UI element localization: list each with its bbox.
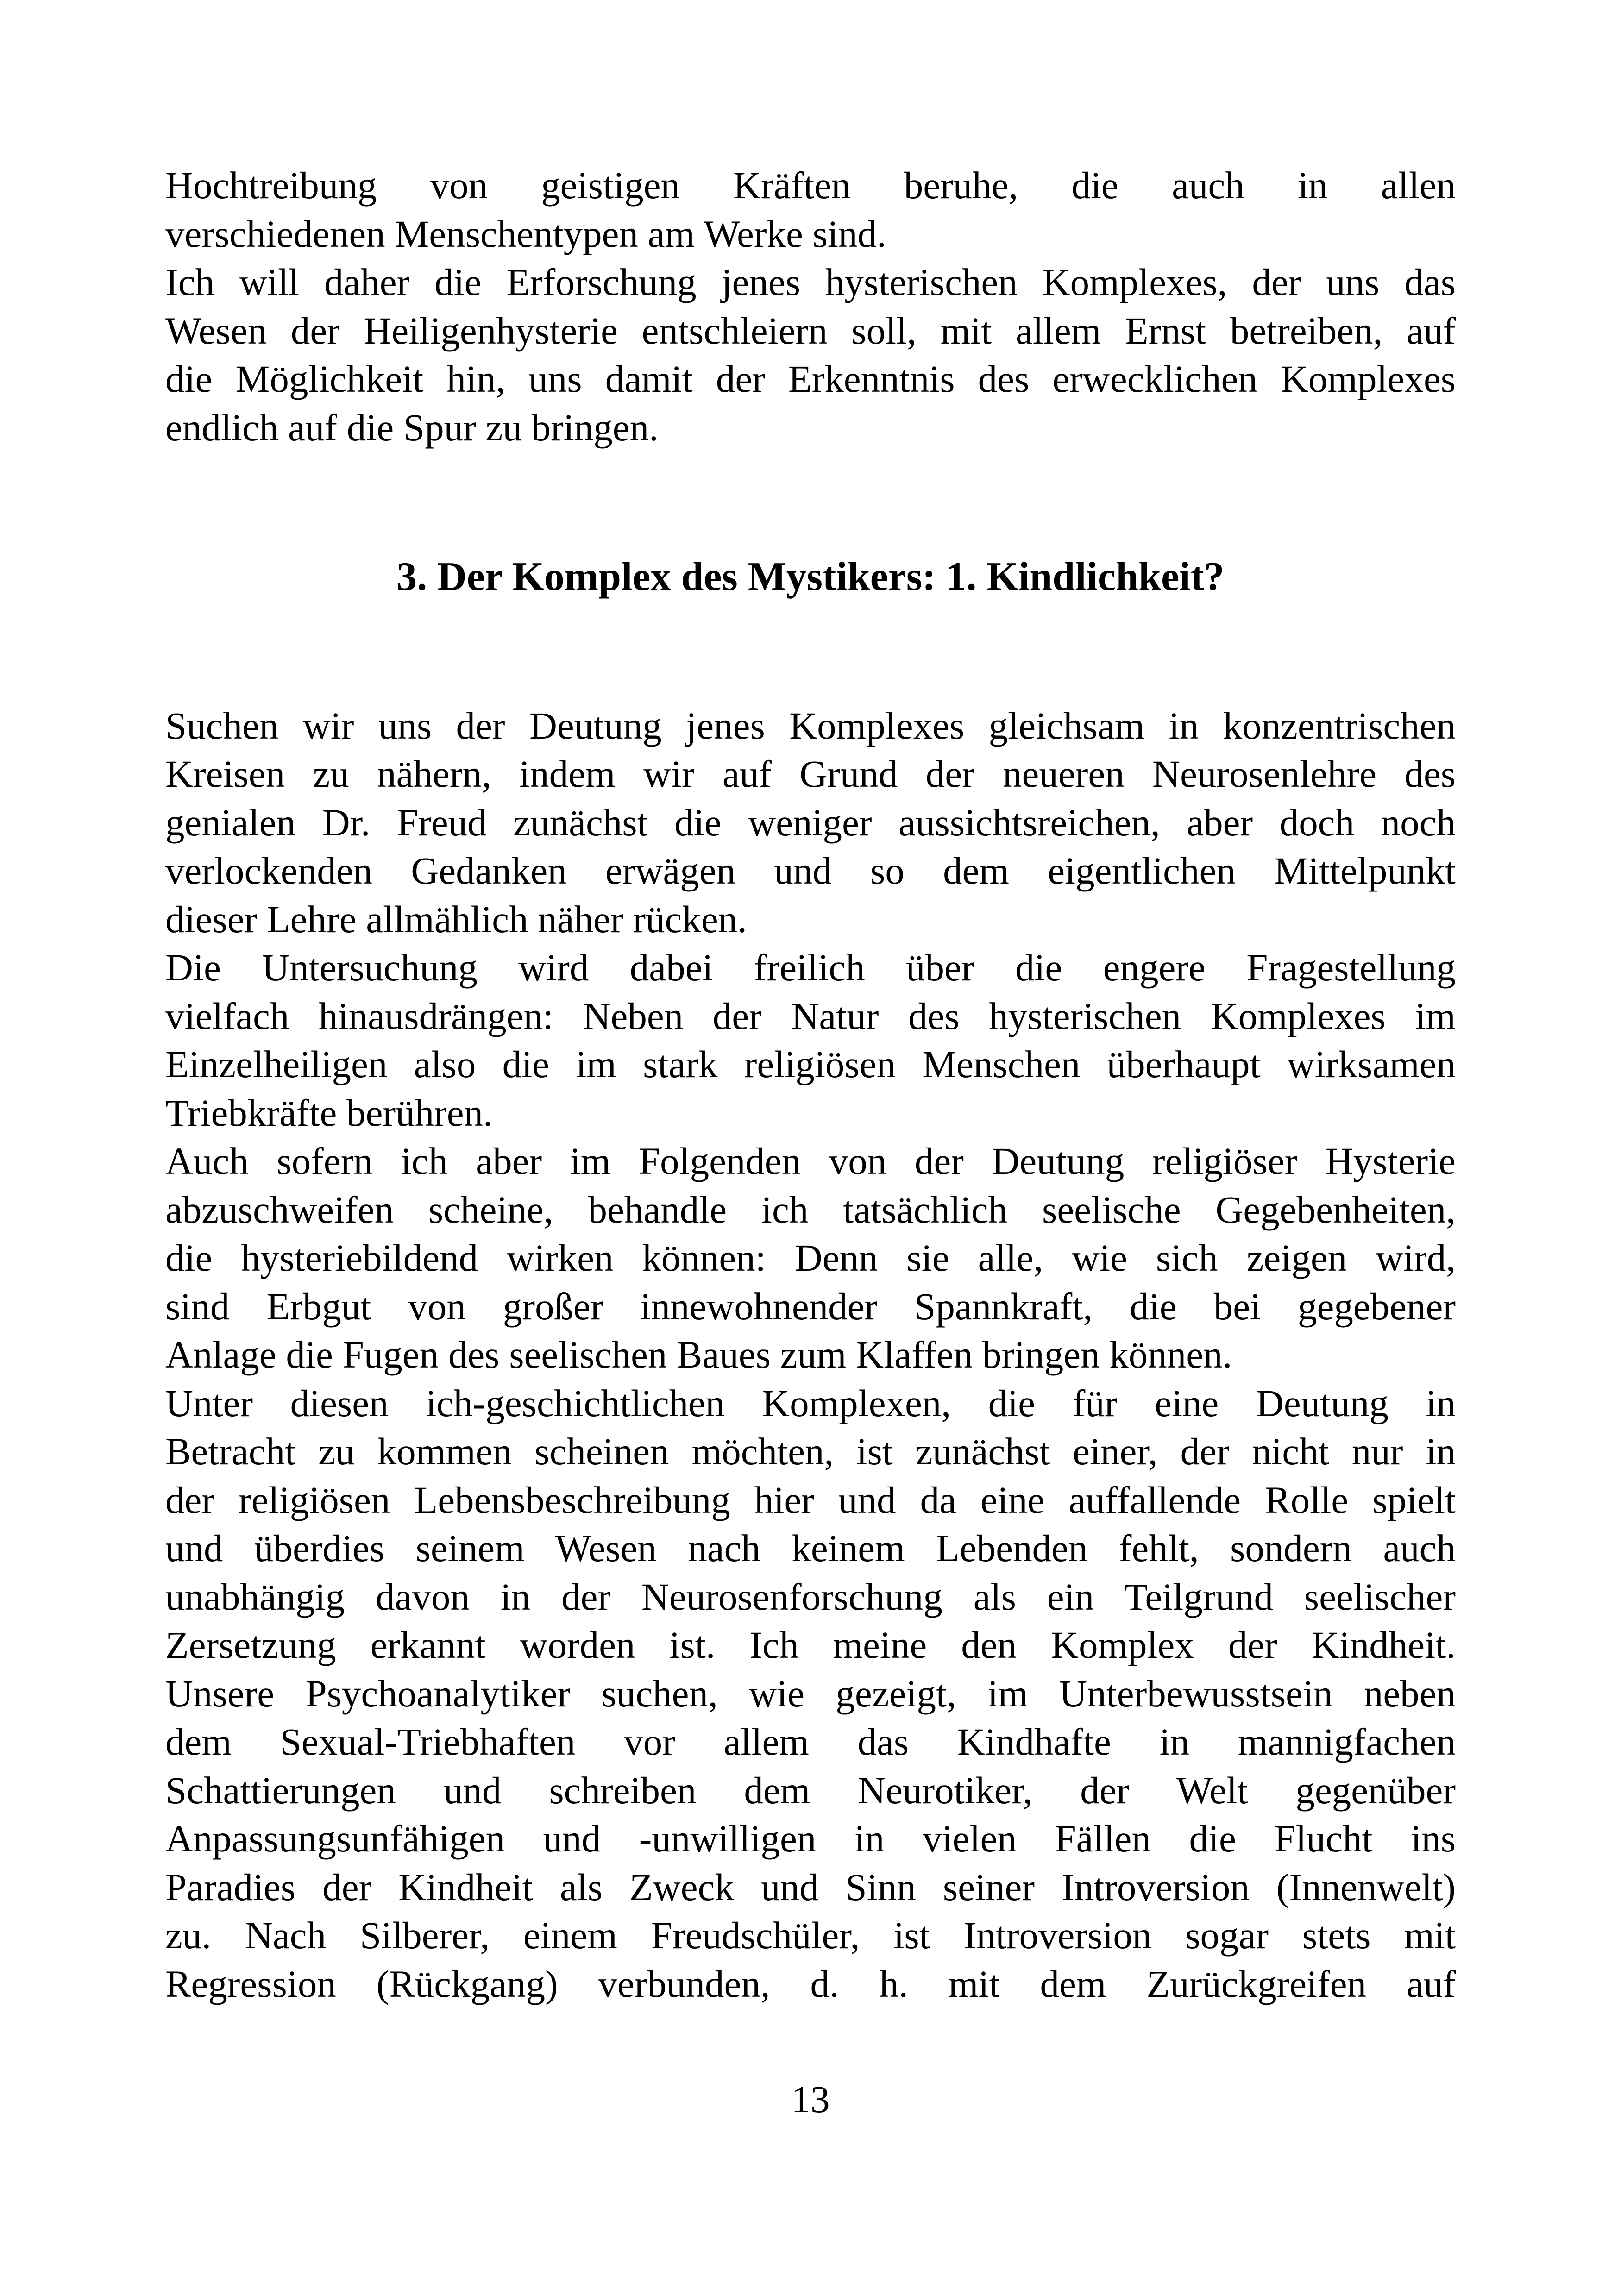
text-line: sind Erbgut von großer innewohnender Spannkraft, die bei gegebener [165,1285,1456,1328]
text-line: verlockenden Gedanken erwägen und so dem eigentlichen Mittelpunkt [165,849,1456,892]
text-line: zu. Nach Silberer, einem Freudschüler, ist Introversion sogar stets mit [165,1914,1456,1957]
text-line: Kreisen zu nähern, indem wir auf Grund der neueren Neurosenlehre des [165,753,1456,795]
text-line: Triebkräfte berühren. [165,1091,493,1134]
text-line: Wesen der Heiligenhysterie entschleiern soll, mit allem Ernst betreiben, auf [165,309,1456,352]
text-line: Anpassungsunfähigen und -unwilligen in vielen Fällen die Flucht ins [165,1817,1456,1860]
text-line: die Möglichkeit hin, uns damit der Erkenntnis des erwecklichen Komplexes [165,358,1456,400]
text-line: Hochtreibung von geistigen Kräften beruhe, die auch in allen [165,164,1456,207]
text-line: endlich auf die Spur zu bringen. [165,406,659,449]
text-line: Schattierungen und schreiben dem Neurotiker, der Welt gegenüber [165,1769,1456,1812]
text-line: unabhängig davon in der Neurosenforschung als ein Teilgrund seelischer [165,1575,1456,1618]
text-line: dem Sexual-Triebhaften vor allem das Kindhafte in mannigfachen [165,1720,1456,1763]
text-line: Auch sofern ich aber im Folgenden von der Deutung religiöser Hysterie [165,1140,1456,1182]
text-line: die hysteriebildend wirken können: Denn sie alle, wie sich zeigen wird, [165,1236,1456,1279]
text-line: genialen Dr. Freud zunächst die weniger aussichtsreichen, aber doch noch [165,801,1456,844]
page-number: 13 [791,2078,830,2120]
text-line: Regression (Rückgang) verbunden, d. h. mit dem Zurückgreifen auf [165,1962,1456,2005]
text-line: Betracht zu kommen scheinen möchten, ist zunächst einer, der nicht nur in [165,1430,1456,1473]
text-line: dieser Lehre allmählich näher rücken. [165,897,747,941]
text-line: vielfach hinausdrängen: Neben der Natur des hysterischen Komplexes im [165,994,1456,1037]
text-line: Die Untersuchung wird dabei freilich über die engere Fragestellung [165,946,1456,989]
text-line: Anlage die Fugen des seelischen Baues zum Klaffen bringen können. [165,1333,1232,1376]
text-line: der religiösen Lebensbeschreibung hier und da eine auffallende Rolle spielt [165,1478,1456,1521]
text-line: Unter diesen ich-geschichtlichen Komplexen, die für eine Deutung in [165,1381,1456,1424]
text-line: Paradies der Kindheit als Zweck und Sinn seiner Introversion (Innenwelt) [165,1865,1456,1908]
text-line: abzuschweifen scheine, behandle ich tatsächlich seelische Gegebenheiten, [165,1188,1456,1231]
text-line: Einzelheiligen also die im stark religiösen Menschen überhaupt wirksamen [165,1043,1456,1085]
text-line: verschiedenen Menschentypen am Werke sind. [165,212,886,255]
text-line: und überdies seinem Wesen nach keinem Lebenden fehlt, sondern auch [165,1527,1456,1569]
text-line: Suchen wir uns der Deutung jenes Komplexes gleichsam in konzentrischen [165,704,1456,747]
text-line: Ich will daher die Erforschung jenes hysterischen Komplexes, der uns das [165,261,1456,303]
text-line: Unsere Psychoanalytiker suchen, wie gezeigt, im Unterbewusstsein neben [165,1672,1456,1715]
text-line: Zersetzung erkannt worden ist. Ich meine den Komplex der Kindheit. [165,1624,1456,1666]
text-column [165,0,1456,2124]
section-heading: 3. Der Komplex des Mystikers: 1. Kindlichkeit? [396,554,1225,599]
